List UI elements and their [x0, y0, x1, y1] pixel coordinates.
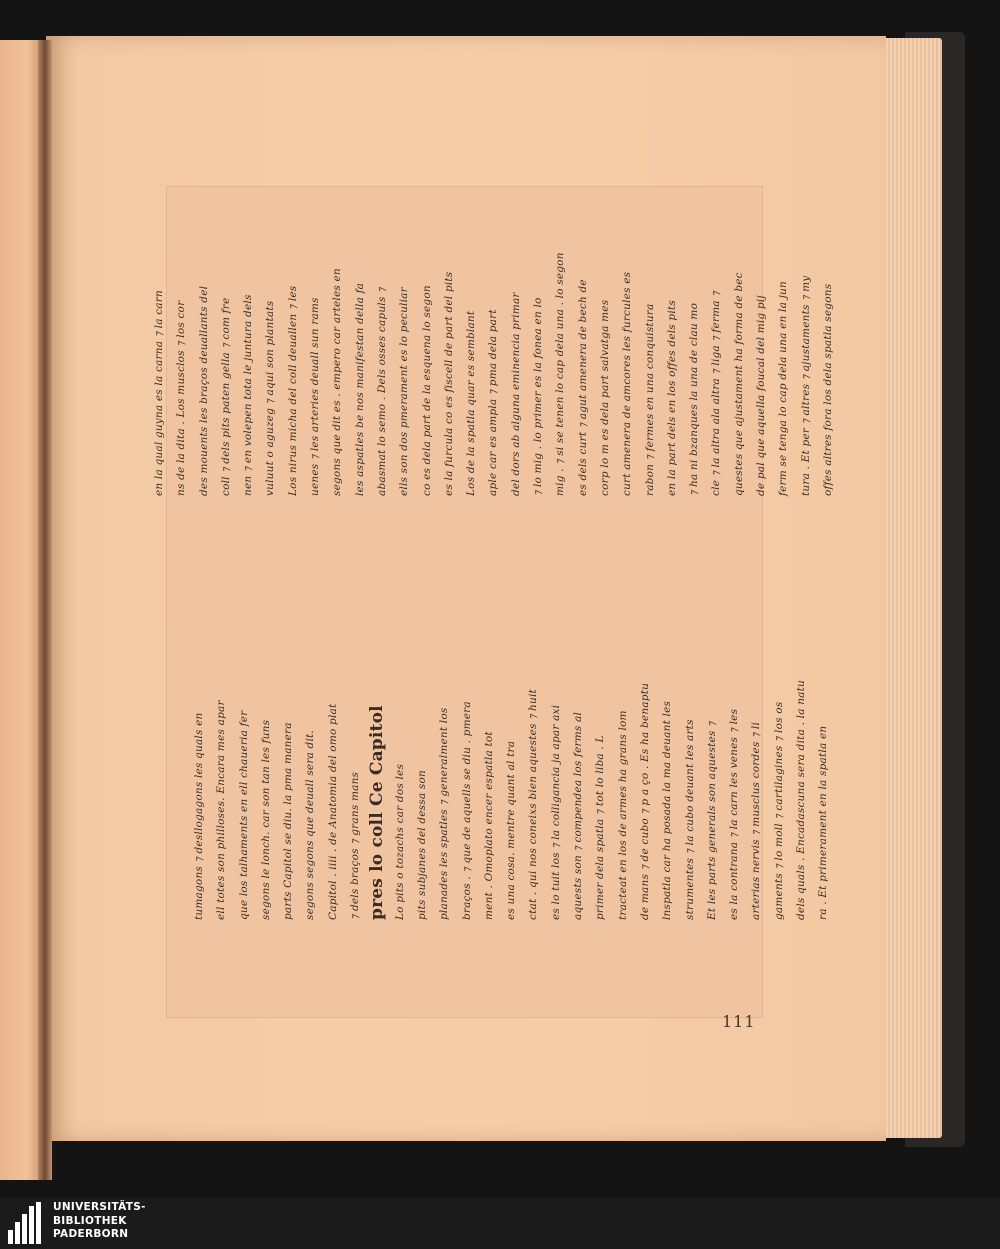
- manuscript-line: planades les spatles ⁊ generalment los: [438, 707, 451, 920]
- manuscript-line: nen ⁊ en volepen tota le juntura dels: [242, 294, 255, 496]
- manuscript-line: ⁊ ha ni bzanques la una de clau mo: [688, 302, 701, 496]
- manuscript-line: mig . ⁊ si se tenen lo cap dela una . lo segon: [554, 252, 567, 496]
- manuscript-line: les aspatles be nos manifestan della fa: [353, 282, 366, 496]
- manuscript-line: abasmat lo semo . Dels osses capuls ⁊: [375, 287, 388, 496]
- manuscript-line: es lo tuit los ⁊ la colligancia ja apar axi: [549, 704, 562, 920]
- manuscript-line: de pal que aquella foucal del mig pij: [755, 295, 768, 496]
- manuscript-line: gaments ⁊ lo moll ⁊ cartilagines ⁊ los os: [772, 701, 785, 920]
- manuscript-line: curt amenera de amcores les furcules es: [621, 271, 634, 496]
- manuscript-line: es la furcula co es fiscell de part del pits: [442, 271, 455, 496]
- library-footer: [0, 1198, 1000, 1249]
- manuscript-line: es una cosa. mentre quant al tra: [505, 740, 518, 920]
- manuscript-line: segons que dit es . empero car arteles en: [331, 268, 344, 496]
- manuscript-line: ells son dos pmerament es lo peculiar: [398, 287, 411, 496]
- manuscript-line: ns de la dita . Los musclos ⁊ los cor: [175, 300, 188, 496]
- manuscript-line: dels quals . Encadascuna sera dita . la natu: [795, 679, 808, 920]
- manuscript-line: tracteat en los de armes ha grans lom: [616, 710, 629, 920]
- manuscript-line: offes altres fora los dela spatla segons: [821, 283, 834, 496]
- manuscript-line: en la part dels en los offes dels pits: [665, 300, 678, 496]
- manuscript-line: coll ⁊ dels pits paten gella ⁊ com fre: [219, 297, 232, 496]
- library-name-line-1: UNIVERSITÄTS-: [53, 1201, 146, 1213]
- manuscript-line: Capitol . iiii . de Anatomia del omo plat: [326, 703, 339, 920]
- manuscript-line: ferm se tenga lo cap dela una en la jun: [777, 281, 790, 496]
- page-number: 111: [722, 1012, 756, 1031]
- manuscript-line: que los talhaments en ell chaueria fer: [237, 710, 250, 920]
- manuscript-line: ment . Omoplato encer espatla tot: [482, 731, 495, 920]
- manuscript-line: aple car es ampla ⁊ pma dela part: [487, 309, 500, 496]
- manuscript-line: pres lo coll Ce Capitol: [367, 705, 388, 920]
- manuscript-line: ⁊ dels braços ⁊ grans mans: [349, 771, 362, 920]
- manuscript-line: segons le lonch. car son tan les funs: [259, 719, 272, 920]
- manuscript-line: Los de la spatla quar es semblant: [465, 310, 478, 496]
- manuscript-column-right: [148, 36, 839, 496]
- manuscript-line: tumagons ⁊ desllogagons les quals en: [193, 712, 205, 920]
- manuscript-line: vuluut o aguzeg ⁊ aqui son plantats: [264, 300, 277, 496]
- manuscript-line: pits subjanes del dessa son: [415, 770, 428, 920]
- book-gutter: [38, 40, 52, 1180]
- library-name: [53, 1201, 146, 1242]
- manuscript-line: es dels curt ⁊ agut amenera de bech de: [576, 279, 589, 496]
- manuscript-line: tura . Et per ⁊ altres ⁊ ajustaments ⁊ my: [799, 275, 812, 496]
- manuscript-line: ctat . qui nos coneixs bien aquestes ⁊ huit: [527, 689, 540, 920]
- manuscript-line: questes que ajustament ha forma de bec: [732, 272, 745, 496]
- manuscript-line: primer dela spatla ⁊ tot lo liba . L: [594, 735, 607, 920]
- manuscript-line: de mans ⁊ de cubo ⁊ p a ço . Es ha benaptu: [638, 682, 651, 920]
- manuscript-line: des mouents les braços deuallants del: [197, 285, 210, 496]
- library-name-line-3: PADERBORN: [53, 1228, 129, 1240]
- manuscript-line: Et les parts generals son aquestes ⁊: [705, 721, 718, 920]
- manuscript-line: Lo pits o tozachs car dos les: [393, 763, 406, 920]
- manuscript-line: segons segons que deuall sera dit.: [304, 730, 317, 920]
- manuscript-line: ra . Et primerament en la spatla en: [817, 725, 830, 920]
- library-name-line-2: BIBLIOTHEK: [53, 1214, 127, 1227]
- manuscript-line: arterias nervis ⁊ musclus cordes ⁊ li: [750, 721, 763, 920]
- manuscript-line: es la contrana ⁊ la carn les venes ⁊ les: [728, 708, 741, 920]
- manuscript-line: parts Capitol se diu. la pma manera: [282, 722, 295, 920]
- manuscript-line: corp lo m es dela part salvatga mes: [598, 299, 611, 496]
- manuscript-line: del dors ab alguna eminencia primar: [509, 292, 522, 496]
- manuscript-line: ⁊ lo mig . lo primer es la fonea en lo: [532, 297, 545, 496]
- manuscript-line: lnspatla car ha posada la ma deuant les: [661, 700, 674, 920]
- library-logo-icon: [8, 1202, 48, 1244]
- manuscript-line: co es dela part de la esquena lo segon: [420, 285, 433, 496]
- manuscript-line: aquests son ⁊ compendea los ferms al: [572, 711, 585, 920]
- manuscript-line: uenes ⁊ les arteries deuall sun rams: [309, 297, 322, 496]
- manuscript-line: ell totes son philloses. Encara mes apar: [215, 700, 228, 920]
- manuscript-column-left: [188, 460, 835, 920]
- manuscript-line: rabon ⁊ fermes en una conquistura: [643, 303, 656, 496]
- manuscript-line: strumentes ⁊ la cubo deuant les arts: [683, 719, 696, 920]
- manuscript-line: en la qual guyna es la carna ⁊ la carn: [153, 290, 165, 496]
- manuscript-line: braços . ⁊ que de aquells se diu . pmera: [460, 701, 473, 920]
- manuscript-line: cle ⁊ la altra ala altra ⁊ liga ⁊ ferma ⁊: [710, 291, 723, 496]
- manuscript-line: Los nirus micha del coll deuallen ⁊ les: [286, 285, 299, 496]
